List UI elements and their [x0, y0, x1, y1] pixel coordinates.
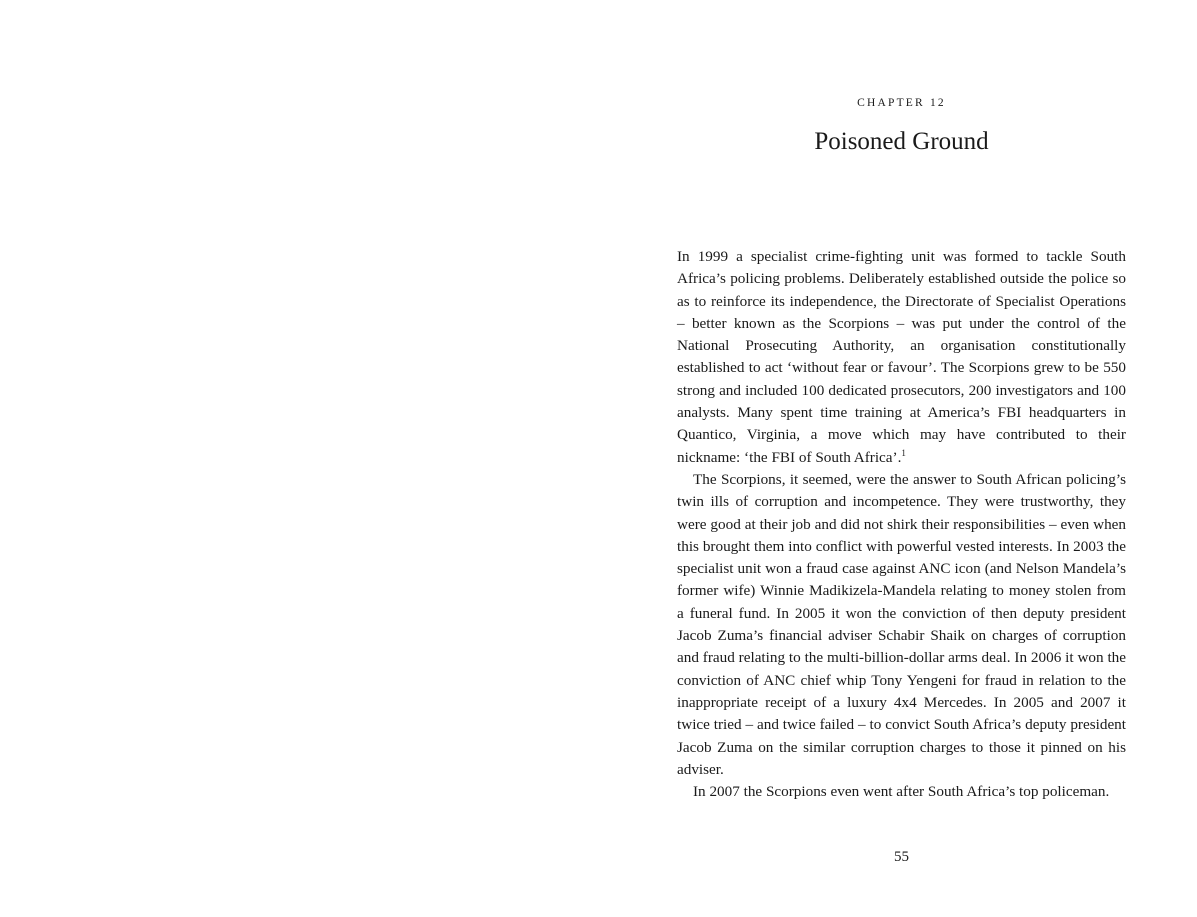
paragraph-2-text: The Scorpions, it seemed, were the answer to South African policing’s twin ills of corruption and incompetence. They were trustworthy, they were good at their job and did not shirk their responsibilities – even when this brought them into conflict with powerful vested interests. In 2003 the specialist unit won a fraud case against ANC icon (and Nelson Mandela’s former wife) Winnie Madikizela-Mandela relating to money stolen from a funeral fund. In 2005 it won the conviction of then deputy president Jacob Zuma’s financial adviser Schabir Shaik on charges of corruption and fraud relating to the multi-billion-dollar arms deal. In 2006 it won the conviction of ANC chief whip Tony Yengeni for fraud in relation to the inappropriate receipt of a luxury 4x4 Mercedes. In 2005 and 2007 it twice tried – and twice failed – to convict South Africa’s deputy president Jacob Zuma on the similar corruption charges to those it pinned on his adviser.	[677, 470, 1126, 778]
chapter-body	[677, 246, 1126, 803]
paragraph-3-text: In 2007 the Scorpions even went after South Africa’s top policeman.	[693, 783, 1110, 801]
page-number: 55	[894, 849, 909, 865]
footnote-marker[interactable]: 1	[901, 447, 906, 458]
chapter-title: Poisoned Ground	[814, 128, 989, 155]
paragraph-2	[677, 469, 1126, 781]
paragraph-1-text: In 1999 a specialist crime-fighting unit was formed to tackle South Africa’s policing problems. Deliberately established outside the police so as to reinforce its independence, the Directorate of Specialist Operations – better known as the Scorpions – was put under the control of the National Prosecuting Authority, an organisation constitutionally established to act ‘without fear or favour’. The Scorpions grew to be 550 strong and included 100 dedicated prosecutors, 200 investigators and 100 analysts. Many spent time training at America’s FBI headquarters in Quantico, Virginia, a move which may have contributed to their nickname: ‘the FBI of South Africa’.	[677, 248, 1126, 466]
paragraph-3	[677, 781, 1126, 803]
blank-left-page	[0, 0, 598, 917]
chapter-number-label: CHAPTER 12	[857, 97, 946, 109]
paragraph-1	[677, 246, 1126, 469]
